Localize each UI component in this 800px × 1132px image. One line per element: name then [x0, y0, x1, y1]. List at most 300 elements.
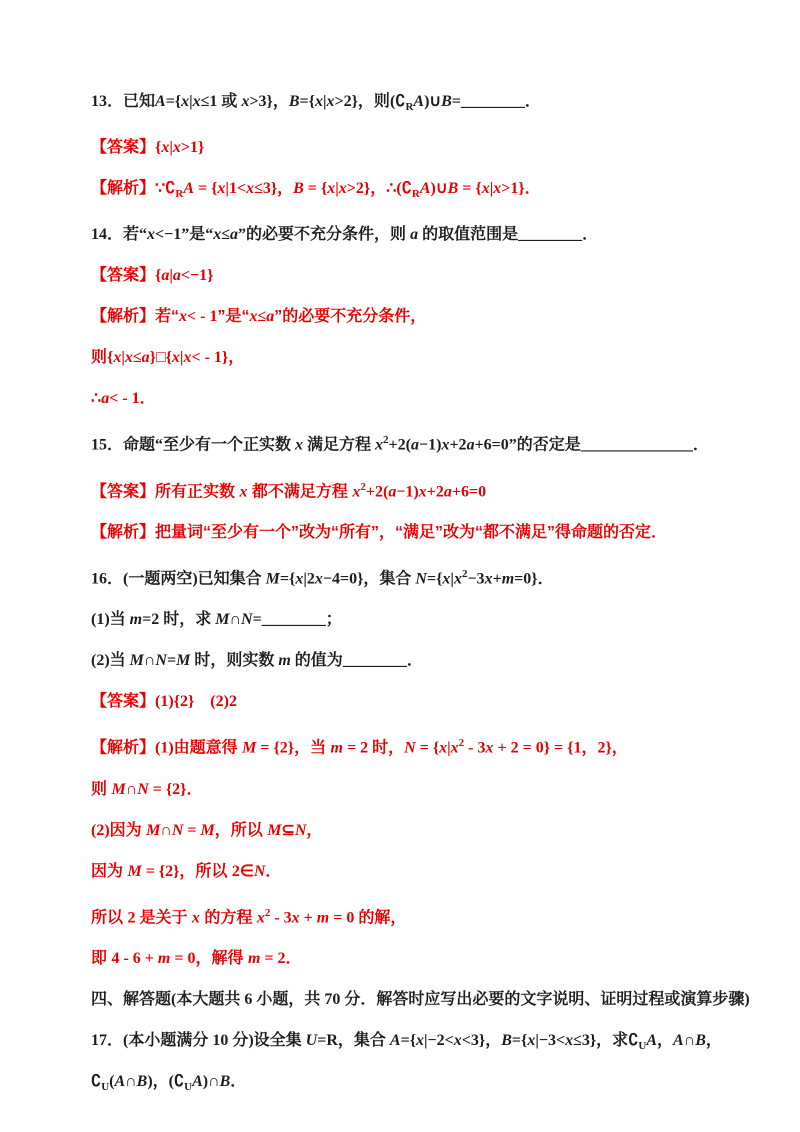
question-17-segment: ≤3}	[573, 1032, 597, 1050]
question-15-segment: +2	[449, 436, 467, 454]
analysis-13-segment: B	[447, 180, 459, 198]
analysis-14-line-1-segment: a	[266, 308, 275, 326]
question-17-segment: ，	[657, 1032, 674, 1050]
analysis-16-line-6	[91, 949, 750, 969]
question-13-segment: R	[405, 101, 414, 114]
analysis-14-line-2-segment: x	[171, 349, 180, 367]
question-13-segment: A	[155, 93, 166, 110]
question-17-segment: ．	[230, 1073, 247, 1091]
answer-15-segment: +6=0	[451, 483, 487, 501]
question-14-segment: <−1	[155, 226, 182, 244]
analysis-16-line-3-segment: ，	[306, 821, 323, 839]
question-16	[91, 564, 750, 589]
question-17-segment: B	[136, 1073, 148, 1091]
answer-15-segment: 都不满足方程	[247, 483, 353, 501]
question-17-segment: x	[453, 1032, 462, 1050]
analysis-16-line-5-segment: x	[291, 909, 300, 927]
question-15-segment: ”的否定是	[508, 436, 581, 454]
answer-13-segment: 【答案】	[91, 139, 156, 157]
question-14-segment: x	[147, 226, 156, 244]
question-15-segment: 2	[383, 434, 389, 447]
analysis-16-line-3	[91, 821, 750, 841]
question-14-segment: ________	[518, 226, 583, 244]
question-16-segment: ，集合	[363, 570, 416, 588]
analysis-16-line-4-segment: ．	[265, 862, 282, 880]
analysis-14-line-2	[91, 348, 750, 368]
question-17-segment: A	[192, 1073, 203, 1091]
analysis-13-segment: |	[335, 180, 339, 198]
analysis-16-line-1-segment: 时，	[372, 739, 405, 757]
answer-14-segment: |	[169, 267, 173, 285]
analysis-16-line-1-segment: - 3	[464, 739, 486, 757]
question-16-segment: N	[415, 570, 427, 588]
question-16-part-2-segment: =	[166, 652, 177, 670]
question-17-segment: ，	[152, 1073, 169, 1091]
analysis-16-line-6-segment: ，解得	[195, 950, 248, 968]
answer-14-segment: a	[172, 267, 181, 285]
answer-15-segment: 2	[360, 480, 366, 493]
answer-15	[91, 477, 750, 502]
answer-13-segment: x	[172, 139, 181, 157]
question-15-segment: +2(	[388, 436, 411, 454]
question-13-segment: x	[241, 93, 250, 110]
analysis-14-line-1-segment: 【解析】若“	[91, 308, 180, 326]
analysis-16-line-1-segment: x	[485, 739, 494, 757]
analysis-14-line-1-segment: x	[179, 308, 188, 326]
analysis-13-segment: >2}	[346, 180, 371, 198]
analysis-16-line-1-segment: x	[439, 739, 448, 757]
analysis-16-line-5-segment: = 0	[329, 909, 359, 927]
question-16-part-1-segment: =2	[142, 611, 160, 629]
question-13-segment: =	[451, 93, 461, 110]
analysis-13-segment: = {	[458, 180, 482, 198]
question-16-segment: x	[295, 570, 304, 588]
question-17-segment: ∩	[683, 1032, 696, 1050]
question-13-segment: |	[322, 93, 327, 110]
answer-15-segment: +2(	[365, 483, 389, 501]
answer-13-segment: x	[161, 139, 170, 157]
question-14-segment: ≤	[221, 226, 231, 244]
question-13-segment: >2}	[334, 93, 358, 110]
question-13-segment: x	[326, 93, 335, 110]
question-14-segment: ”的必要不充分条件，则	[238, 226, 411, 244]
question-17-segment: x	[527, 1032, 536, 1050]
question-14-segment: ．	[582, 226, 599, 244]
question-17-segment: U	[638, 1040, 647, 1053]
question-16-part-1-segment: =	[252, 611, 262, 629]
question-15	[91, 430, 750, 455]
question-16-part-2-segment: 时，则实数	[190, 652, 279, 670]
question-16-part-2-segment: ________	[342, 652, 407, 670]
section-4-heading	[91, 990, 750, 1010]
question-17-segment: B	[501, 1032, 512, 1050]
question-16-segment: −4=0}	[322, 570, 364, 588]
analysis-14-line-2-segment: |	[179, 349, 184, 367]
analysis-16-line-3-segment: 因为	[109, 821, 147, 839]
analysis-16-line-3-segment: ∩	[160, 821, 172, 839]
question-15-segment: a	[466, 436, 475, 454]
question-15-segment: +6=0	[474, 436, 509, 454]
question-13-segment: x	[314, 93, 323, 110]
question-16-part-2-segment: 的值为	[290, 652, 343, 670]
analysis-16-line-4-segment: 2∈	[231, 862, 254, 880]
analysis-16-line-3-segment: N	[171, 821, 184, 839]
question-13-segment: >3}	[249, 93, 273, 110]
analysis-16-line-2	[91, 780, 750, 800]
question-17-segment: |−3<	[535, 1032, 566, 1050]
question-16-part-1-segment: M	[215, 611, 230, 629]
analysis-13-segment: = {	[303, 180, 328, 198]
analysis-14-line-2-segment: {	[107, 349, 114, 367]
question-14-segment: 的取值范围是	[418, 226, 519, 244]
question-17-segment: ={	[511, 1032, 528, 1050]
answer-14-segment: <−1}	[180, 267, 214, 285]
analysis-16-line-1-segment: 【解析】	[91, 739, 156, 757]
analysis-16-line-6-segment: = 0	[170, 950, 196, 968]
question-15-segment: 满足方程	[303, 436, 376, 454]
analysis-16-line-5-segment: 2	[264, 906, 271, 919]
analysis-16-line-6-segment: 4 - 6 +	[111, 950, 158, 968]
analysis-14-line-2-segment: }□{	[149, 349, 172, 367]
analysis-16-line-1	[91, 733, 750, 758]
analysis-14-line-2-segment: x	[183, 349, 192, 367]
analysis-16-line-2-segment: ∩	[125, 780, 138, 798]
question-17-segment: ∁	[91, 1073, 102, 1091]
question-17	[91, 1023, 750, 1105]
question-16-segment: 2	[461, 568, 468, 581]
answer-16	[91, 692, 750, 712]
question-17-segment: ，集合	[337, 1032, 390, 1050]
analysis-16-line-4-segment: ，所以	[179, 862, 232, 880]
analysis-13-segment: 【解析】	[91, 180, 156, 198]
analysis-16-line-4-segment: 因为	[91, 862, 128, 880]
question-17-segment: (∁	[168, 1073, 185, 1091]
answer-16-segment	[194, 693, 210, 710]
analysis-16-line-2-segment: M	[111, 780, 126, 798]
analysis-16-line-3-segment: =	[183, 821, 201, 839]
analysis-14-line-1-segment: x	[249, 308, 258, 326]
analysis-16-line-1-segment: x	[450, 739, 459, 757]
answer-15-segment: x	[239, 483, 248, 501]
question-16-segment: +	[492, 570, 502, 588]
question-17-segment: B	[219, 1073, 231, 1091]
question-17-segment: ，	[485, 1032, 502, 1050]
question-15-segment: a	[410, 436, 419, 454]
analysis-16-line-5-segment: 是关于	[139, 909, 192, 927]
answer-15-segment: a	[443, 483, 452, 501]
answer-16-segment: (1){2}	[155, 693, 195, 711]
question-13-segment: 或	[221, 93, 242, 110]
question-16-segment: |2	[303, 570, 315, 588]
question-16-segment: x	[484, 570, 493, 588]
question-16-segment: ={	[279, 570, 296, 588]
analysis-14-line-3-segment: < - 1	[109, 390, 140, 408]
answer-13-segment: {	[155, 139, 162, 157]
question-16-part-1-segment: m	[129, 611, 143, 629]
analysis-14-line-2-segment: ≤	[132, 349, 142, 367]
analysis-16-line-3-segment: M	[146, 821, 161, 839]
analysis-13-segment: R	[175, 188, 184, 201]
analysis-16-line-2-segment: ．	[186, 780, 203, 798]
question-17-segment: ，	[705, 1032, 722, 1050]
question-16-part-2-segment: ．	[406, 652, 423, 670]
question-16-segment: x	[314, 570, 323, 588]
question-15-segment: x	[375, 436, 384, 454]
question-17-segment: x	[416, 1032, 425, 1050]
analysis-13-segment: |1<	[225, 180, 247, 198]
answer-14-segment: a	[161, 267, 170, 285]
analysis-13-segment: x	[493, 180, 502, 198]
question-17-segment: ∁	[628, 1032, 639, 1050]
question-16-segment: x	[453, 570, 462, 588]
question-16-part-2-segment: ∩	[143, 652, 156, 670]
question-17-segment: U	[184, 1081, 193, 1094]
question-16-part-1-segment: ________	[261, 611, 326, 629]
question-13-segment: A	[413, 93, 425, 110]
analysis-16-line-4-segment: = {2}	[141, 862, 180, 880]
analysis-14-line-3-segment: ∴	[91, 390, 102, 408]
question-16-part-2-segment: (2)当	[91, 652, 130, 670]
analysis-16-line-1-segment: + 2 = 0} = {1，2}	[493, 739, 612, 757]
question-13-segment: |	[189, 93, 193, 110]
question-17-segment: <3}	[461, 1032, 486, 1050]
answer-15-segment: +2	[426, 483, 444, 501]
question-14	[91, 225, 750, 245]
question-16-segment: 16．(一题两空)已知集合	[91, 570, 266, 588]
question-14-segment: x	[213, 226, 222, 244]
answer-14	[91, 266, 750, 286]
analysis-16-line-4-segment: N	[253, 862, 266, 880]
analysis-14-line-1-segment: ≤	[257, 308, 267, 326]
analysis-16-line-5-segment: 的方程	[199, 909, 257, 927]
question-14-segment: a	[410, 226, 419, 244]
analysis-16-line-6-segment: m	[157, 950, 171, 968]
question-17-segment: A	[389, 1032, 401, 1050]
question-13-segment: ________	[460, 93, 525, 110]
analysis-16-line-6-segment: ．	[285, 950, 302, 968]
question-16-segment: M	[265, 570, 280, 588]
question-15-segment: 15．命题“至少有一个正实数	[91, 436, 296, 454]
analysis-14-line-1-segment: ”的必要不充分条件，	[274, 308, 427, 326]
analysis-13-segment: ≤3}	[254, 180, 278, 198]
question-13-segment: ={	[299, 93, 315, 110]
analysis-16-line-1-segment: |	[447, 739, 451, 757]
analysis-13-segment: ∵∁	[155, 180, 176, 198]
question-14-segment: 14．若“	[91, 226, 148, 244]
question-16-segment: −3	[467, 570, 485, 588]
question-15-segment: ______________	[580, 436, 693, 454]
question-16-part-1-segment: (1)当	[91, 611, 130, 629]
question-16-part-2-segment: N	[155, 652, 167, 670]
analysis-14-line-1-segment: ”是“	[217, 308, 250, 326]
analysis-14-line-2-segment: |	[121, 349, 125, 367]
analysis-16-line-5-segment: x	[191, 909, 200, 927]
analysis-16-line-5-segment: +	[299, 909, 317, 927]
question-17-segment: (	[109, 1073, 115, 1091]
question-13-segment: ．	[524, 93, 541, 110]
analysis-16-line-5	[91, 903, 750, 928]
question-16-part-1-segment: N	[241, 611, 253, 629]
analysis-16-line-1-segment: N	[404, 739, 416, 757]
question-16-part-1-segment: ∩	[229, 611, 241, 629]
analysis-16-line-2-segment: 则	[91, 780, 112, 798]
analysis-13-segment: |	[489, 180, 494, 198]
analysis-16-line-5-segment: x	[256, 909, 265, 927]
analysis-13-segment: x	[481, 180, 490, 198]
analysis-16-line-1-segment: = {2}	[256, 739, 295, 757]
question-16-part-1	[91, 610, 750, 630]
question-16-part-2-segment: m	[278, 652, 291, 670]
analysis-14-line-2-segment: x	[113, 349, 122, 367]
analysis-16-line-3-segment: N	[294, 821, 307, 839]
analysis-16-line-5-segment: 所以	[91, 909, 128, 927]
question-17-segment: U	[101, 1081, 110, 1094]
answer-13-segment: |	[169, 139, 173, 157]
analysis-13	[91, 179, 750, 204]
question-13-segment: )∪	[424, 93, 442, 110]
question-17-segment: |−2<	[424, 1032, 454, 1050]
question-17-segment: x	[565, 1032, 574, 1050]
analysis-15	[91, 523, 750, 543]
analysis-16-line-1-segment: ，当	[294, 739, 331, 757]
question-16-segment: x	[442, 570, 451, 588]
analysis-14-line-3-segment: a	[101, 390, 110, 408]
analysis-16-line-1-segment: M	[242, 739, 257, 757]
analysis-13-segment: ，	[370, 180, 387, 198]
analysis-13-segment: ，	[277, 180, 294, 198]
question-13-segment: ，	[272, 93, 289, 110]
question-14-segment: a	[230, 226, 239, 244]
question-13-segment: (∁	[389, 93, 406, 110]
question-13-segment: B	[288, 93, 300, 110]
question-17-segment: B	[695, 1032, 706, 1050]
analysis-13-segment: >1}	[501, 180, 525, 198]
answer-15-segment: x	[418, 483, 427, 501]
question-13-segment: B	[441, 93, 452, 110]
analysis-16-line-6-segment: = 2	[260, 950, 286, 968]
analysis-13-segment: x	[217, 180, 226, 198]
question-17-segment: ={	[400, 1032, 417, 1050]
analysis-16-line-4	[91, 862, 750, 882]
analysis-13-segment: x	[327, 180, 336, 198]
question-17-segment: )	[147, 1073, 153, 1091]
analysis-16-line-1-segment: 2	[458, 737, 465, 750]
question-13	[91, 92, 750, 117]
analysis-16-line-5-segment: 的解，	[358, 909, 407, 927]
answer-16-segment: 【答案】	[91, 693, 156, 711]
analysis-16-line-1-segment: (1)	[155, 739, 174, 757]
analysis-16-line-5-segment: 2	[127, 909, 140, 927]
question-17-segment: 17．(本小题满分 10 分)设全集	[91, 1032, 306, 1050]
answer-16-segment: (2)2	[210, 693, 237, 711]
analysis-16-line-1-segment: 由题意得	[173, 739, 243, 757]
analysis-16-line-1-segment: m	[330, 739, 343, 757]
question-16-part-1-segment: ；	[325, 611, 342, 629]
analysis-13-segment: B	[293, 180, 304, 198]
analysis-13-segment: x	[246, 180, 255, 198]
analysis-14-line-2-segment: a	[141, 349, 150, 367]
analysis-13-segment: A	[183, 180, 194, 198]
question-17-segment: A	[673, 1032, 684, 1050]
analysis-16-line-1-segment: ，	[611, 739, 628, 757]
question-17-segment: U	[305, 1032, 318, 1050]
analysis-14-line-2-segment: x	[124, 349, 133, 367]
analysis-16-line-5-segment: - 3	[270, 909, 292, 927]
analysis-14-line-2-segment: < - 1}	[191, 349, 229, 367]
analysis-14-line-2-segment: ，	[228, 349, 245, 367]
question-13-segment: x	[192, 93, 201, 110]
question-17-segment: )∩	[202, 1073, 220, 1091]
answer-14-segment: {	[155, 267, 162, 285]
analysis-16-line-2-segment: N	[137, 780, 149, 798]
analysis-13-segment: = {	[194, 180, 218, 198]
analysis-16-line-1-segment: = 2	[343, 739, 373, 757]
question-16-segment: =0}	[514, 570, 538, 588]
analysis-16-line-3-segment: M	[200, 821, 215, 839]
question-16-segment: ．	[537, 570, 554, 588]
question-16-part-2	[91, 651, 750, 671]
question-16-segment: m	[501, 570, 515, 588]
analysis-16-line-6-segment: m	[247, 950, 261, 968]
question-15-segment: −1)	[418, 436, 442, 454]
analysis-16-line-4-segment: M	[127, 862, 142, 880]
question-13-segment: ≤1	[200, 93, 222, 110]
analysis-14-line-2-segment: 则	[91, 349, 108, 367]
answer-13-segment: >1}	[180, 139, 205, 157]
analysis-14-line-3-segment: ．	[139, 390, 156, 408]
answer-15-segment: x	[352, 483, 361, 501]
analysis-16-line-1-segment: = {	[415, 739, 440, 757]
answer-13	[91, 138, 750, 158]
question-13-segment: ={	[165, 93, 182, 110]
analysis-16-line-3-segment: ，所以	[214, 821, 268, 839]
analysis-13-segment: ∴(∁	[386, 180, 412, 198]
analysis-16-line-2-segment: = {2}	[148, 780, 187, 798]
question-16-part-2-segment: M	[176, 652, 191, 670]
answer-15-segment: a	[388, 483, 397, 501]
answer-15-segment: 【答案】所有正实数	[91, 483, 240, 501]
analysis-15-segment: 【解析】把量词“至少有一个”改为“所有”，“满足”改为“都不满足”得命题的否定．	[91, 524, 668, 542]
question-16-part-2-segment: M	[129, 652, 144, 670]
question-16-part-1-segment: 时，求	[159, 611, 216, 629]
analysis-13-segment: x	[338, 180, 347, 198]
question-17-segment: A	[646, 1032, 657, 1050]
question-16-segment: ={	[426, 570, 443, 588]
analysis-14-line-3	[91, 389, 750, 409]
analysis-13-segment: ．	[524, 180, 541, 198]
analysis-16-line-5-segment: m	[316, 909, 330, 927]
question-15-segment: x	[441, 436, 450, 454]
question-14-segment: ”是“	[181, 226, 214, 244]
question-13-segment: ，则	[357, 93, 390, 110]
analysis-16-line-3-segment: M	[267, 821, 282, 839]
analysis-13-segment: A	[419, 180, 431, 198]
question-17-segment: =R	[317, 1032, 338, 1050]
question-13-segment: x	[181, 93, 190, 110]
section-4-heading-segment: 四、解答题(本大题共 6 小题，共 70 分．解答时应写出必要的文字说明、证明过程或演算步骤)	[91, 991, 750, 1009]
question-15-segment: ．	[692, 436, 709, 454]
question-17-segment: ∩	[125, 1073, 137, 1091]
analysis-14-line-1-segment: < - 1	[187, 308, 218, 326]
analysis-13-segment: R	[411, 188, 420, 201]
question-17-segment: ，求	[596, 1032, 629, 1050]
analysis-13-segment: )∪	[430, 180, 448, 198]
question-13-segment: 13．已知	[91, 93, 156, 110]
analysis-14-line-1	[91, 307, 750, 327]
analysis-16-line-3-segment: ⊆	[281, 821, 295, 839]
answer-15-segment: −1)	[396, 483, 419, 501]
analysis-16-line-6-segment: 即	[91, 950, 112, 968]
